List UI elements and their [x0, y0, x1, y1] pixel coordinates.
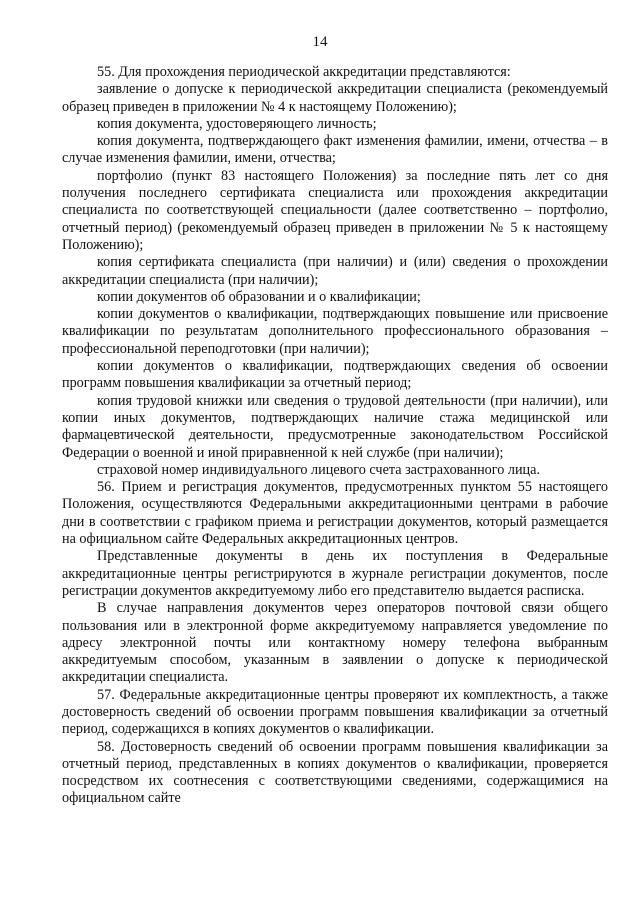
paragraph-education-docs: копии документов об образовании и о квалификации;: [97, 288, 421, 305]
paragraph-id-copy: копия документа, удостоверяющего личность;: [97, 115, 377, 132]
paragraph-certificate: копия сертификата специалиста (при наличии) и (или) сведения о прохождении аккредитации специалиста (при наличии);: [62, 254, 608, 288]
paragraph-application: заявление о допуске к периодической аккредитации специалиста (рекомендуемый образец приведен в приложении № 4 к настоящему Положению);: [62, 81, 608, 115]
paragraph-57: 57. Федеральные аккредитационные центры проверяют их комплектность, а также достоверность сведений об освоении программ повышения квалификации за отчетный период, содержащихся в копиях документов о квалификации.: [62, 686, 608, 738]
paragraph-registration: Представленные документы в день их поступления в Федеральные аккредитационные центры регистрируются в журнале регистрации документов, после регистрации документов аккредитуемому либо его представителю выдается расписка.: [62, 548, 608, 599]
paragraph-56: 56. Прием и регистрация документов, предусмотренных пунктом 55 настоящего Положения, осуществляются Федеральными аккредитационными центрами в рабочие дни в соответствии с графиком приема и регистрации документов, который размещается на официальном сайте Федеральных аккредитационных центров.: [62, 479, 608, 548]
paragraph-portfolio: портфолио (пункт 83 настоящего Положения) за последние пять лет со дня получения последнего сертификата специалиста или прохождения аккредитации специалиста по соответствующей специальности (далее соответственно – портфолио, отчетный период) (рекомендуемый образец приведен в приложении № 5 к настоящему Положению);: [62, 167, 608, 253]
paragraph-58: 58. Достоверность сведений об освоении программ повышения квалификации за отчетный период, представленных в копиях документов о квалификации, проверяется посредством их соотнесения с соответствующими сведениями, содержащимися на официальном сайте: [62, 738, 608, 807]
paragraph-retraining: копии документов о квалификации, подтверждающих повышение или присвоение квалификации по результатам дополнительного профессионального образования – профессиональной переподготовки (при наличии);: [62, 306, 608, 357]
page-number: 14: [312, 34, 328, 50]
document-body: [62, 64, 608, 808]
paragraph-insurance-number: страховой номер индивидуального лицевого счета застрахованного лица.: [97, 461, 540, 478]
paragraph-qualification-courses: копии документов о квалификации, подтверждающих сведения об освоении программ повышения квалификации за отчетный период;: [62, 358, 608, 392]
paragraph-55-heading: 55. Для прохождения периодической аккредитации представляются:: [97, 64, 511, 80]
paragraph-name-change: копия документа, подтверждающего факт изменения фамилии, имени, отчества – в случае изменения фамилии, имени, отчества;: [62, 133, 608, 167]
paragraph-work-record: копия трудовой книжки или сведения о трудовой деятельности (при наличии), или копии иных документов, подтверждающих наличие стажа медицинской или фармацевтической деятельности, предусмотренные законодательством Российской Федерации о военной и иной приравненной к ней службе (при наличии);: [62, 392, 608, 461]
paragraph-postal-notice: В случае направления документов через операторов почтовой связи общего пользования или в электронной форме аккредитуемому направляется уведомление по адресу электронной почты или контактному номеру телефона выбранным аккредитуемым способом, указанным в заявлении о допуске к периодической аккредитации специалиста.: [62, 600, 608, 686]
